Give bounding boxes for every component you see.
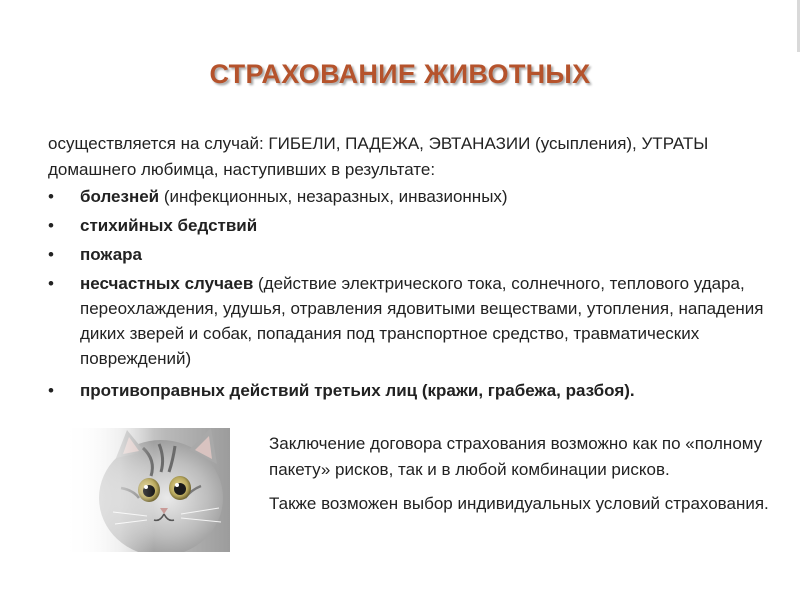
list-item-text: (действие электрического тока, солнечного, теплового удара, переохлаждения, удушья, отравления ядовитыми веществами, утопления, нападения диких зверей и собак, попадания под транспортное средство, травматических повреждений) — [80, 274, 764, 368]
risk-list — [48, 184, 768, 407]
list-item-text: (инфекционных, незаразных, инвазионных) — [159, 187, 508, 206]
list-item-bold: несчастных случаев — [80, 274, 254, 293]
list-item-bold: болезней — [80, 187, 160, 206]
list-item — [48, 184, 768, 209]
list-item — [48, 213, 768, 238]
list-item — [48, 271, 768, 371]
list-item-bold: стихийных бедствий — [80, 216, 258, 235]
intro-paragraph: осуществляется на случай: ГИБЕЛИ, ПАДЕЖА, ЭВТАНАЗИИ (усыпления), УТРАТЫ домашнего любимца, наступивших в результате: — [48, 134, 709, 179]
slide-title: СТРАХОВАНИЕ ЖИВОТНЫХ — [209, 59, 591, 89]
insurance-notes — [269, 431, 769, 517]
kitten-photo — [61, 428, 230, 552]
individual-conditions-paragraph: Также возможен выбор индивидуальных условий страхования. — [269, 494, 769, 513]
list-item-bold: противоправных действий третьих лиц (кражи, грабежа, разбоя). — [80, 381, 635, 400]
contract-options-paragraph: Заключение договора страхования возможно как по «полному пакету» рисков, так и в любой комбинации рисков. — [269, 434, 763, 479]
kitten-illustration — [61, 428, 230, 552]
bullet-icon: • — [48, 187, 54, 206]
bullet-icon: • — [48, 245, 54, 264]
bullet-icon: • — [48, 274, 54, 293]
list-item — [48, 378, 768, 403]
list-item-bold: пожара — [80, 245, 142, 264]
list-item — [48, 242, 768, 267]
bullet-icon: • — [48, 381, 54, 400]
bullet-icon: • — [48, 216, 54, 235]
